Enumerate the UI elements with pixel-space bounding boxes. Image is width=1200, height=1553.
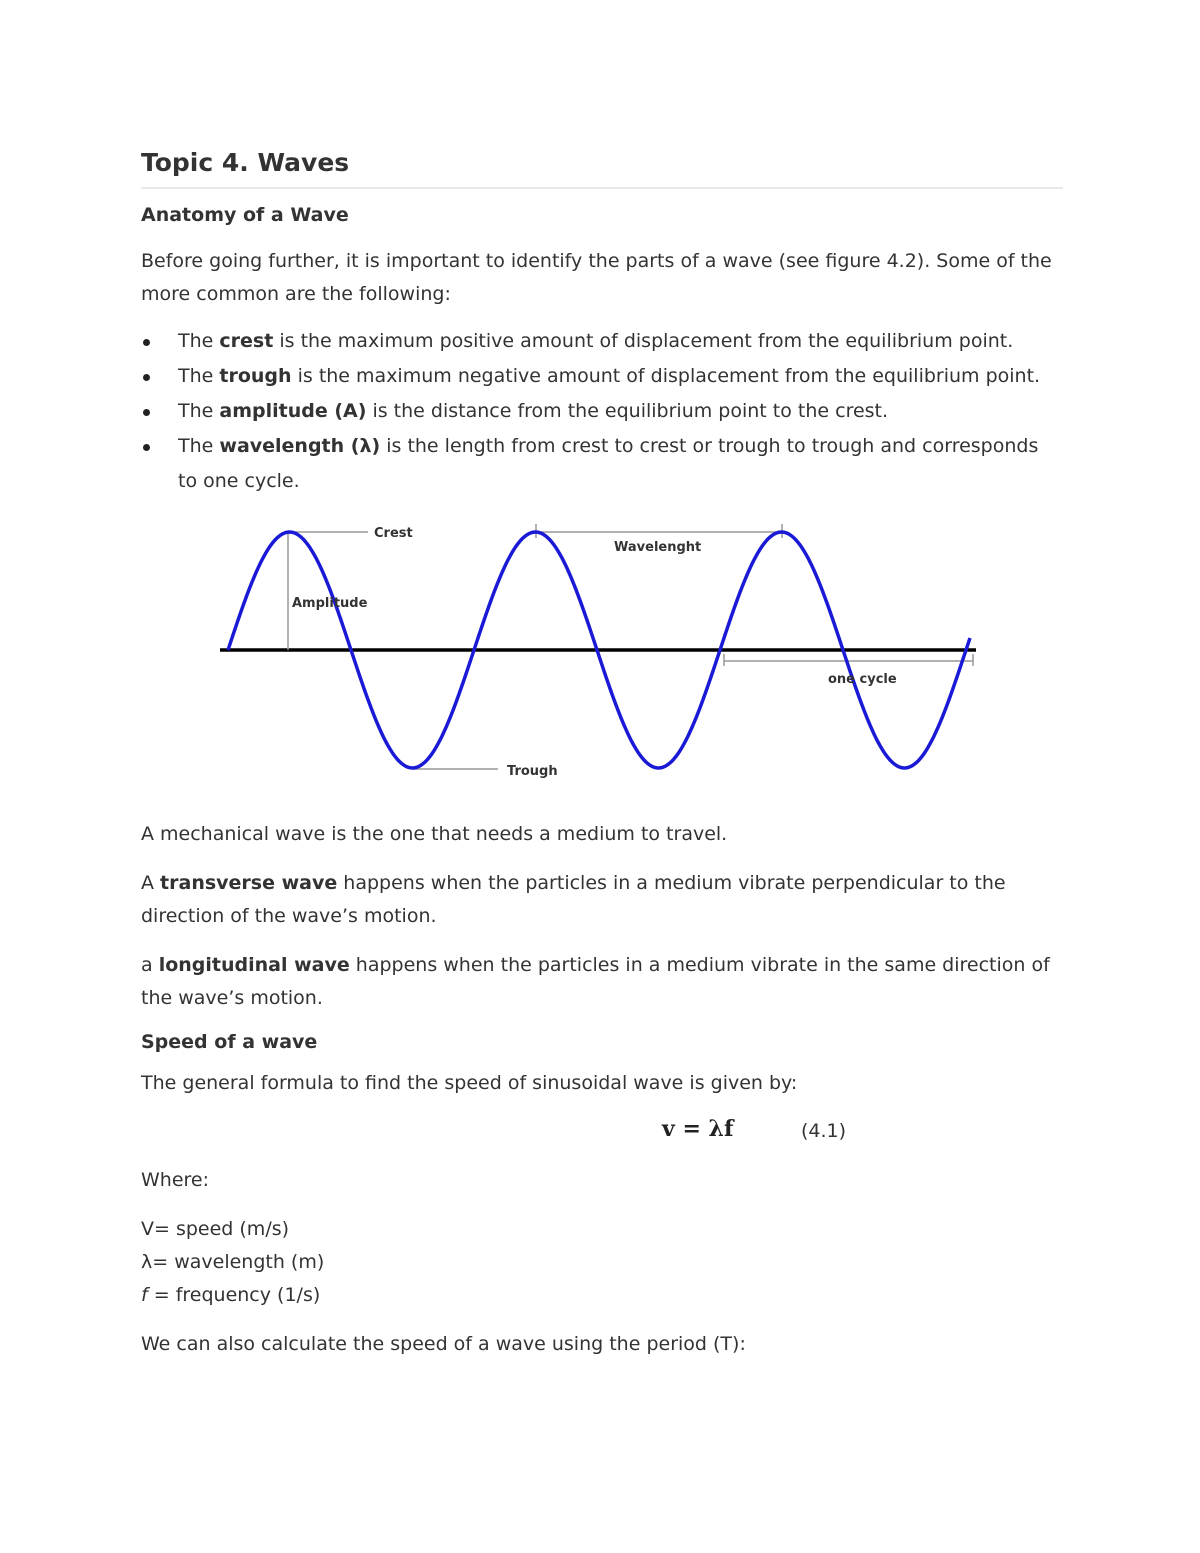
section-heading-speed: Speed of a wave	[141, 1031, 318, 1053]
label-one-cycle: one cycle	[828, 672, 897, 687]
wave-diagram	[218, 520, 978, 782]
definition-list	[141, 324, 1063, 499]
section-heading-anatomy: Anatomy of a Wave	[141, 204, 349, 226]
content-bottom	[141, 818, 1063, 1377]
equation-number: (4.1)	[801, 1120, 847, 1142]
mechanical-paragraph: A mechanical wave is the one that needs a medium to travel.	[141, 823, 728, 845]
list-item: The wavelength (λ) is the length from crest to crest or trough to trough and corresponds to one cycle.	[141, 429, 1063, 499]
term-amplitude: amplitude (A)	[219, 400, 367, 422]
list-item: The amplitude (A) is the distance from the equilibrium point to the crest.	[141, 394, 1063, 429]
label-wavelength: Wavelenght	[614, 540, 702, 555]
label-crest: Crest	[374, 526, 413, 541]
page-title: Topic 4. Waves	[141, 148, 1063, 189]
term-trough: trough	[219, 365, 292, 387]
equation-row	[141, 1116, 1063, 1156]
bullet-icon	[143, 374, 150, 381]
variable-definitions	[141, 1164, 1063, 1312]
term-transverse-wave: transverse wave	[160, 872, 338, 894]
bullet-icon	[143, 409, 150, 416]
bullet-icon	[143, 444, 150, 451]
bullet-icon	[143, 339, 150, 346]
speed-formula: v = λf	[662, 1116, 734, 1142]
list-item: The trough is the maximum negative amount of displacement from the equilibrium point.	[141, 359, 1063, 394]
definition-line: f = frequency (1/s)	[141, 1284, 321, 1306]
general-formula-paragraph: The general formula to find the speed of sinusoidal wave is given by:	[141, 1072, 798, 1094]
content-top	[141, 148, 1063, 499]
term-crest: crest	[219, 330, 274, 352]
where-label: Where:	[141, 1169, 210, 1191]
label-amplitude: Amplitude	[292, 596, 368, 611]
longitudinal-paragraph: a longitudinal wave happens when the particles in a medium vibrate in the same direction of the wave’s motion.	[141, 954, 1050, 1009]
term-longitudinal-wave: longitudinal wave	[158, 954, 350, 976]
wave-anatomy-figure	[218, 520, 978, 782]
transverse-paragraph: A transverse wave happens when the particles in a medium vibrate perpendicular to the direction of the wave’s motion.	[141, 872, 1006, 927]
label-trough: Trough	[507, 764, 558, 779]
term-wavelength: wavelength (λ)	[219, 435, 381, 457]
period-paragraph: We can also calculate the speed of a wave using the period (T):	[141, 1333, 746, 1355]
definition-line: λ= wavelength (m)	[141, 1251, 325, 1273]
list-item: The crest is the maximum positive amount of displacement from the equilibrium point.	[141, 324, 1063, 359]
definition-line: V= speed (m/s)	[141, 1218, 290, 1240]
intro-paragraph: Before going further, it is important to identify the parts of a wave (see figure 4.2). Some of the more common are the following:	[141, 250, 1052, 305]
